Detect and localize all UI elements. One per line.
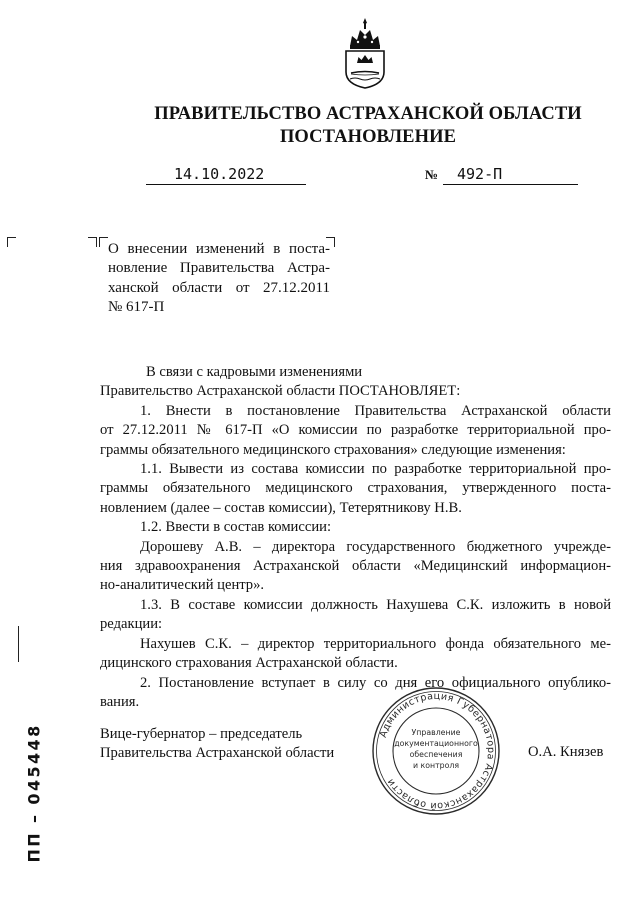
body-line: дицинского страхования Астраханской области. — [100, 655, 398, 672]
document-type-title: ПОСТАНОВЛЕНИЕ — [279, 127, 457, 147]
body-line: граммы обязательного медицинского страхования» следующие изменения: — [100, 441, 566, 458]
stamp-inner-text: Управление — [411, 728, 461, 737]
body-line: 1.1. Вывести из состава комиссии по разработке территориальной про- — [140, 461, 611, 478]
body-line: от 27.12.2011 № 617-П «О комиссии по разработке территориальной про- — [100, 422, 611, 439]
stamp-inner-text: документационного — [394, 739, 478, 748]
body-line: ния здравоохранения Астраханской области «Медицинский информацион- — [100, 558, 611, 575]
body-line: вания. — [100, 693, 140, 710]
body-line: граммы обязательного медицинского страхования, утвержденного поста- — [100, 480, 611, 497]
body-line: 1. Внести в постановление Правительства Астраханской области — [140, 402, 611, 419]
government-title: ПРАВИТЕЛЬСТВО АСТРАХАНСКОЙ ОБЛАСТИ — [154, 104, 582, 124]
left-corner-mark — [7, 237, 16, 247]
body-line: Дорошеву А.В. – директора государственного бюджетного учрежде- — [140, 538, 611, 555]
official-stamp — [370, 685, 502, 817]
body-line: Нахушев С.К. – директор территориального фонда обязательного ме- — [140, 635, 611, 652]
document-date: 14.10.2022 — [174, 165, 265, 183]
body-line: новлением (далее – состав комиссии), Тетерятникову Н.В. — [100, 499, 462, 516]
subject-line: ханской области от 27.12.2011 — [108, 279, 330, 296]
margin-rule — [18, 626, 19, 662]
stamp-inner-text: обеспечения — [409, 750, 463, 759]
signatory-position-line: Правительства Астраханской области — [100, 745, 335, 762]
body-line: 1.2. Ввести в состав комиссии: — [140, 519, 332, 536]
astrakhan-coat-of-arms-icon — [342, 16, 388, 90]
document-number: 492-П — [457, 165, 503, 183]
body-line: 2. Постановление вступает в силу со дня его официального опублико- — [140, 674, 611, 691]
subject-line: О внесении изменений в поста- — [108, 241, 330, 257]
signatory-position-line: Вице-губернатор – председатель — [100, 726, 303, 742]
signatory-position — [100, 725, 334, 764]
number-underline — [443, 184, 578, 185]
document-body — [100, 363, 611, 712]
subject-block — [108, 240, 330, 317]
serial-number: ПП – 045448 — [24, 723, 44, 863]
subject-corner-mark — [99, 237, 108, 247]
body-line: В связи с кадровыми изменениями — [146, 364, 363, 380]
stamp-inner-text: и контроля — [412, 761, 460, 770]
stamp-outer-text: Администрация Губернатора Астраханской области — [377, 690, 497, 812]
subject-corner-mark — [88, 237, 97, 247]
number-sign: № — [425, 167, 439, 182]
subject-line: № 617-П — [108, 298, 165, 315]
body-line: редакции: — [100, 616, 163, 633]
signatory-name: О.А. Князев — [528, 744, 604, 760]
body-line: 1.3. В составе комиссии должность Нахушева С.К. изложить в новой — [140, 596, 611, 613]
date-underline — [146, 184, 306, 185]
subject-line: новление Правительства Астра- — [108, 260, 330, 277]
body-line: Правительство Астраханской области ПОСТАНОВЛЯЕТ: — [100, 383, 461, 400]
body-line: но-аналитический центр». — [100, 577, 265, 594]
